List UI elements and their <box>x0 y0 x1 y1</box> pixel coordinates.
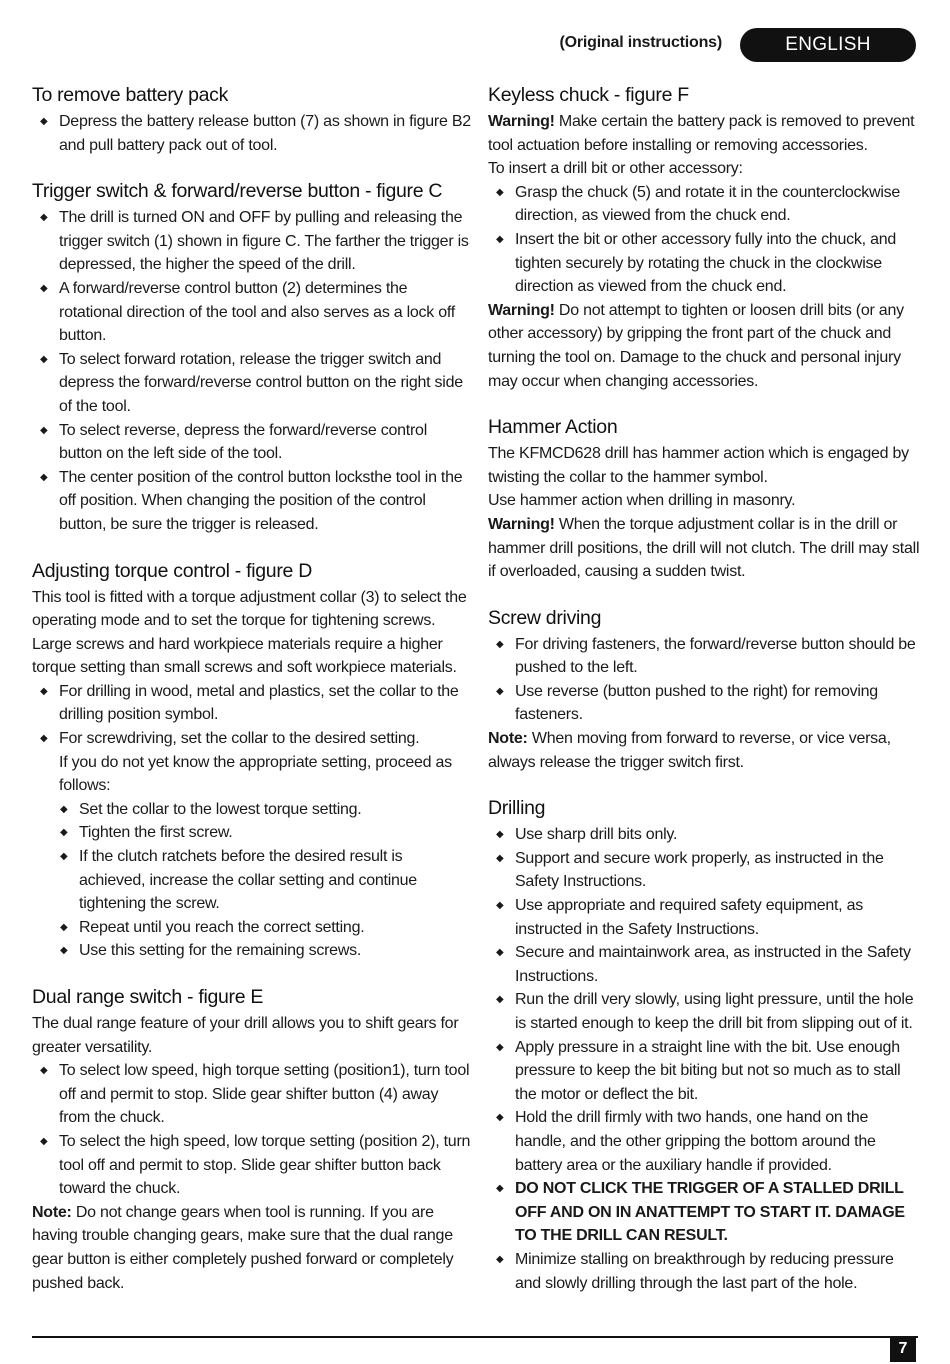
section-title: Drilling <box>488 797 546 820</box>
section-title: Hammer Action <box>488 416 618 439</box>
list-item: ◆ Depress the battery release button (7) as shown in figure B2 and pull battery pack out of tool. <box>32 110 472 157</box>
list-item: ◆ Minimize stalling on breakthrough by reducing pressure and slowly drilling through the last part of the hole. <box>488 1248 920 1295</box>
list-item: ◆ The drill is turned ON and OFF by pulling and releasing the trigger switch (1) shown in figure C. The farther the trigger is depressed, the higher the speed of the drill. <box>32 206 472 277</box>
note-paragraph <box>32 1201 472 1295</box>
section-title: Dual range switch - figure E <box>32 986 264 1008</box>
list-item: ◆ Hold the drill firmly with two hands, one hand on the handle, and the other gripping the bottom around the battery area or the auxiliary handle if provided. <box>488 1106 920 1177</box>
warning-label: Warning! <box>488 515 555 533</box>
paragraph: The dual range feature of your drill allows you to shift gears for greater versatility. <box>32 1015 459 1056</box>
list-item: ◆ Grasp the chuck (5) and rotate it in the counterclockwise direction, as viewed from the chuck end. <box>488 181 920 228</box>
list-item: ◆ To select low speed, high torque setting (position1), turn tool off and permit to stop. Slide gear shifter button (4) away from the chuck. <box>32 1059 472 1130</box>
list-item: ◆ The center position of the control button locksthe tool in the off position. When changing the position of the control button, be sure the trigger is released. <box>32 466 472 537</box>
list-item: ◆ Secure and maintainwork area, as instructed in the Safety Instructions. <box>488 941 920 988</box>
list-item: ◆ Support and secure work properly, as instructed in the Safety Instructions. <box>488 847 920 894</box>
section-title: Trigger switch & forward/reverse button - figure C <box>32 180 443 203</box>
bullet-list <box>488 181 920 299</box>
bullet-list <box>488 823 920 1295</box>
section-hammer-action <box>488 414 920 584</box>
section-title: Screw driving <box>488 606 602 629</box>
list-item: ◆ Run the drill very slowly, using light pressure, until the hole is started enough to keep the drill bit from slipping out of it. <box>488 988 920 1035</box>
section-title: To remove battery pack <box>32 84 229 106</box>
page-number: 7 <box>890 1336 916 1362</box>
list-item: ◆ For driving fasteners, the forward/reverse button should be pushed to the left. <box>488 633 920 680</box>
warning-text: Make certain the battery pack is removed to prevent tool actuation before installing or removing accessories. <box>488 113 915 154</box>
list-item: ◆ To select reverse, depress the forward/reverse control button on the left side of the tool. <box>32 419 472 466</box>
bullet-list <box>488 633 920 727</box>
note-paragraph <box>488 727 920 774</box>
list-item: ◆ For drilling in wood, metal and plastics, set the collar to the drilling position symbol. <box>32 680 472 727</box>
section-torque-control <box>32 558 472 964</box>
bullet-list <box>32 1059 472 1201</box>
paragraph: Use hammer action when drilling in masonry. <box>488 492 796 510</box>
list-item: ◆ A forward/reverse control button (2) determines the rotational direction of the tool and also serves as a lock off button. <box>32 277 472 348</box>
section-screw-driving <box>488 605 920 775</box>
sub-list-item: ◆ Repeat until you reach the correct setting. <box>32 916 472 940</box>
list-item: ◆ For screwdriving, set the collar to the desired setting. <box>32 727 472 751</box>
section-trigger-switch <box>32 178 472 536</box>
list-item: ◆ Use sharp drill bits only. <box>488 823 920 847</box>
paragraph: The KFMCD628 drill has hammer action which is engaged by twisting the collar to the hammer symbol. <box>488 445 909 486</box>
warning-paragraph <box>488 513 920 584</box>
paragraph: To insert a drill bit or other accessory: <box>488 160 743 178</box>
bullet-list <box>32 680 472 963</box>
warning-text: Do not attempt to tighten or loosen drill bits (or any other accessory) by gripping the front part of the chuck and turning the tool on. Damage to the chuck and personal injury may occur when changing accessories. <box>488 301 904 390</box>
section-title: Keyless chuck - figure F <box>488 84 689 106</box>
language-badge: ENGLISH <box>740 28 916 62</box>
list-item-continuation: If you do not yet know the appropriate setting, proceed as follows: <box>59 753 452 795</box>
note-label: Note: <box>32 1203 72 1221</box>
sub-list-item: ◆ Set the collar to the lowest torque setting. <box>32 798 472 822</box>
note-text: Do not change gears when tool is running. If you are having trouble changing gears, make sure that the dual range gear button is either completely pushed forward or completely pushed back. <box>32 1203 454 1292</box>
section-dual-range <box>32 984 472 1295</box>
warning-label: Warning! <box>488 301 555 319</box>
section-title: Adjusting torque control - figure D <box>32 559 312 582</box>
left-column <box>32 82 472 1316</box>
paragraph: This tool is fitted with a torque adjustment collar (3) to select the operating mode and to set the torque for tightening screws. Large screws and hard workpiece materials require a higher torque setting than small screws and soft workpiece materials. <box>32 588 467 677</box>
footer-rule <box>32 1336 918 1338</box>
list-item: ◆ Apply pressure in a straight line with the bit. Use enough pressure to keep the bit biting but not so much as to stall the motor or deflect the bit. <box>488 1036 920 1107</box>
section-drilling <box>488 795 920 1295</box>
note-label: Note: <box>488 730 528 748</box>
section-remove-battery <box>32 82 472 157</box>
warning-text: When the torque adjustment collar is in the drill or hammer drill positions, the drill will not clutch. The drill may stall if overloaded, causing a sudden twist. <box>488 515 920 581</box>
list-item: ◆ Use appropriate and required safety equipment, as instructed in the Safety Instructions. <box>488 894 920 941</box>
note-text: When moving from forward to reverse, or vice versa, always release the trigger switch first. <box>488 730 891 771</box>
right-column <box>488 82 920 1316</box>
sub-list-item: ◆ If the clutch ratchets before the desired result is achieved, increase the collar setting and continue tightening the screw. <box>32 845 472 916</box>
warning-label: Warning! <box>488 113 555 130</box>
original-instructions-label: (Original instructions) <box>559 34 722 51</box>
list-item-caution: ◆ DO NOT CLICK THE TRIGGER OF A STALLED DRILL OFF AND ON IN ANATTEMPT TO START IT. DAMAGE TO THE DRILL CAN RESULT. <box>488 1177 920 1248</box>
list-item: ◆ To select the high speed, low torque setting (position 2), turn tool off and permit to stop. Slide gear shifter button back toward the chuck. <box>32 1130 472 1201</box>
page-header <box>0 28 950 68</box>
list-item: ◆ To select forward rotation, release the trigger switch and depress the forward/reverse control button on the right side of the tool. <box>32 348 472 419</box>
sub-list-item: ◆ Tighten the first screw. <box>32 821 472 845</box>
list-item: ◆ Use reverse (button pushed to the right) for removing fasteners. <box>488 680 920 727</box>
sub-list-item: ◆ Use this setting for the remaining screws. <box>32 939 472 963</box>
list-item: ◆ Insert the bit or other accessory fully into the chuck, and tighten securely by rotating the chuck in the clockwise direction as viewed from the chuck end. <box>488 228 920 299</box>
warning-paragraph <box>488 110 920 157</box>
section-keyless-chuck <box>488 82 920 393</box>
bullet-list <box>32 206 472 536</box>
warning-paragraph <box>488 299 920 393</box>
bullet-list <box>32 110 472 157</box>
